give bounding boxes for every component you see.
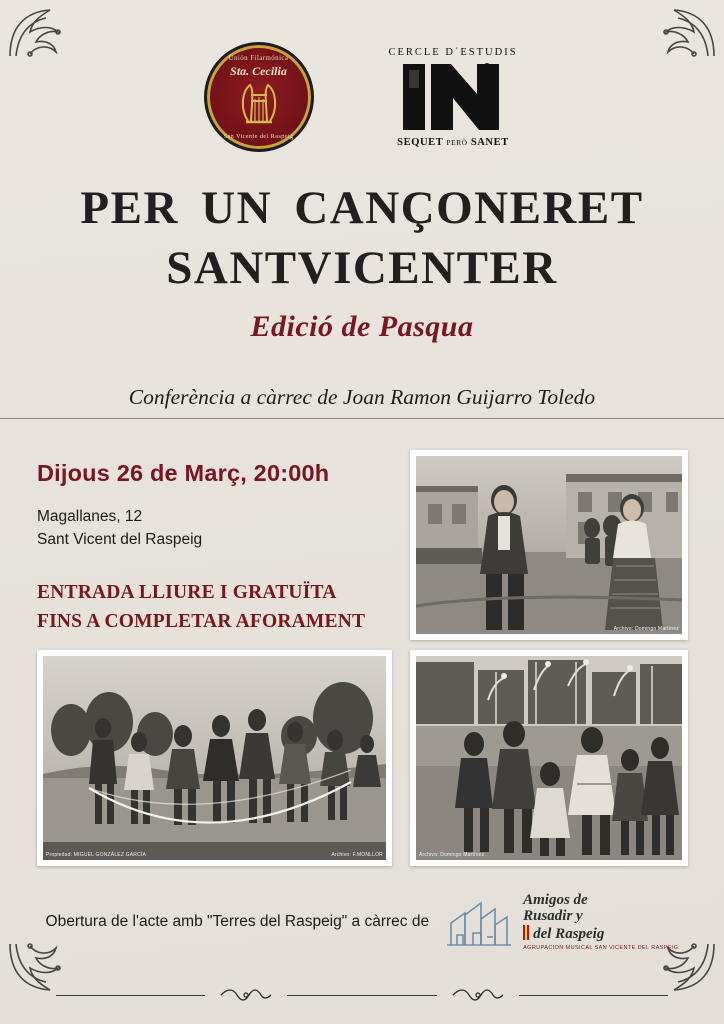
- sequet-bottom-text: [386, 137, 521, 148]
- admission-note: [37, 578, 392, 637]
- address-line-1: Magallanes, 12: [37, 508, 143, 525]
- seal-top-text: Unión Filarmónica: [228, 54, 289, 62]
- conference-credit: Conferència a càrrec de Joan Ramon Guijarro Toledo: [128, 385, 596, 409]
- sanet-word: SANET: [470, 136, 509, 148]
- event-date: Dijous 26 de Març, 20:00h: [37, 460, 330, 486]
- footer: [0, 893, 724, 952]
- amigos-wordmark: [523, 893, 678, 952]
- photo-scene-rope: [43, 656, 386, 860]
- footer-text: Obertura de l'acte amb "Terres del Raspeig" a càrrec de: [45, 913, 430, 931]
- photo-scene-group: [416, 656, 682, 860]
- bottom-ornament-row: [0, 984, 724, 1006]
- pero-word: PERÒ: [446, 137, 468, 147]
- amigos-line-4: AGRUPACION MUSICAL SAN VICENTE DEL RASPEIG: [523, 944, 679, 951]
- seal-name-text: Sta. Cecilia: [230, 64, 287, 78]
- amigos-line-2: Rusadir y: [523, 907, 583, 924]
- photo-inner: [416, 456, 682, 634]
- amigos-line-1: Amigos de: [523, 892, 588, 908]
- event-info: [37, 460, 392, 636]
- ornament-rule: [519, 995, 668, 996]
- archive-photo-street: [410, 450, 688, 640]
- bottom-flourish-icon: [219, 984, 273, 1006]
- ornament-rule: [287, 995, 436, 996]
- photo-inner: [416, 656, 682, 860]
- bottom-flourish-icon: [451, 984, 505, 1006]
- amigos-line-3: [523, 925, 678, 943]
- flag-bars-icon: [523, 925, 530, 940]
- amigos-line-3-text: del Raspeig: [533, 925, 605, 942]
- amigos-rusadir-logo: [443, 893, 678, 952]
- photo-caption-right: Archivo: F.MONLLOR: [331, 852, 383, 858]
- sequet-word: SEQUET: [397, 136, 444, 148]
- archive-photo-rope: [37, 650, 392, 866]
- logo-row: [0, 42, 724, 152]
- sequet-pero-sanet-logo: [386, 47, 521, 148]
- sequet-top-text: CERCLE D´ESTUDIS: [388, 46, 518, 58]
- event-address: [37, 505, 392, 552]
- photo-scene-street: [416, 456, 682, 634]
- lyre-icon: [236, 79, 282, 127]
- photo-caption: Archivo: Domingo Martínez: [419, 852, 485, 858]
- address-line-2: Sant Vicent del Raspeig: [37, 531, 203, 549]
- union-filarmonica-seal: [204, 42, 314, 152]
- ornament-rule: [56, 995, 205, 996]
- building-outline-icon: [443, 893, 517, 951]
- admission-line-2: FINS A COMPLETAR AFORAMENT: [37, 610, 366, 632]
- photo-caption-left: Propiedad: MIGUEL GONZÁLEZ GARCÍA: [46, 852, 147, 858]
- page-subtitle: Edició de Pasqua: [250, 310, 474, 344]
- s-monogram-icon: [397, 60, 509, 134]
- photo-inner: [43, 656, 386, 860]
- admission-line-1: ENTRADA LLIURE I GRATUÏTA: [37, 581, 337, 603]
- page-title-line1: PER UN CANÇONERET: [80, 182, 644, 234]
- page-title-line2: SANTVICENTER: [166, 242, 558, 295]
- divider-rule: [0, 418, 724, 419]
- photo-caption: Archivo: Domingo Martínez: [613, 626, 679, 632]
- seal-bottom-text: San Vicente del Raspeig: [223, 133, 294, 140]
- archive-photo-group: [410, 650, 688, 866]
- title-block: [0, 178, 724, 344]
